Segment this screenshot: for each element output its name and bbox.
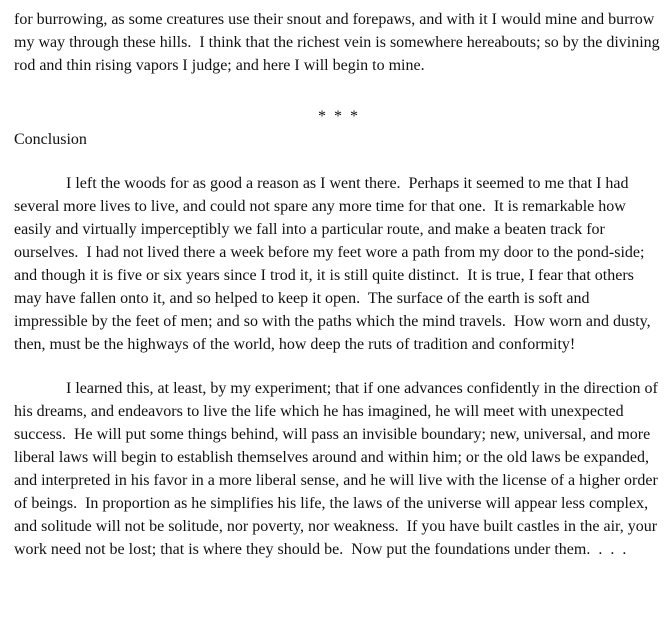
section-heading: Conclusion [14,131,87,148]
spacer [14,151,662,172]
spacer [14,77,662,105]
paragraph-top: for burrowing, as some creatures use their snout and forepaws, and with it I would mine and burrow my way through these hills. I think that the richest vein is somewhere hereabouts; so by the divining rod and thin rising vapors I judge; and here I will begin to mine. [14,11,664,74]
spacer [14,356,662,377]
section-separator: * * * [318,108,360,125]
paragraph-conclusion-1: I left the woods for as good a reason as I went there. Perhaps it seemed to me that I had several more lives to live, and could not spare any more time for that one. It is remarkable how easily and virtually imperceptibly we fall into a particular route, and make a beaten track for ourselves. I had not lived there a week before my feet wore a path from my door to the pond-side; and though it is five or six years since I trod it, it is still quite distinct. It is true, I fear that others may have fallen onto it, and so helped to keep it open. The surface of the earth is soft and impressible by the feet of men; and so with the paths which the mind travels. How worn and dusty, then, must be the highways of the world, how deep the ruts of tradition and conformity! [14,175,655,353]
document-body [14,8,662,561]
paragraph-conclusion-2: I learned this, at least, by my experiment; that if one advances confidently in the direction of his dreams, and endeavors to live the life which he has imagined, he will meet with unexpected success. He will put some things behind, will pass an invisible boundary; new, universal, and more liberal laws will begin to establish themselves around and within him; or the old laws be expanded, and interpreted in his favor in a more liberal sense, and he will live with the license of a higher order of beings. In proportion as he simplifies his life, the laws of the universe will appear less complex, and solitude will not be solitude, nor poverty, nor weakness. If you have built castles in the air, your work need not be lost; that is where they should be. Now put the foundations under them. . . . [14,380,662,558]
